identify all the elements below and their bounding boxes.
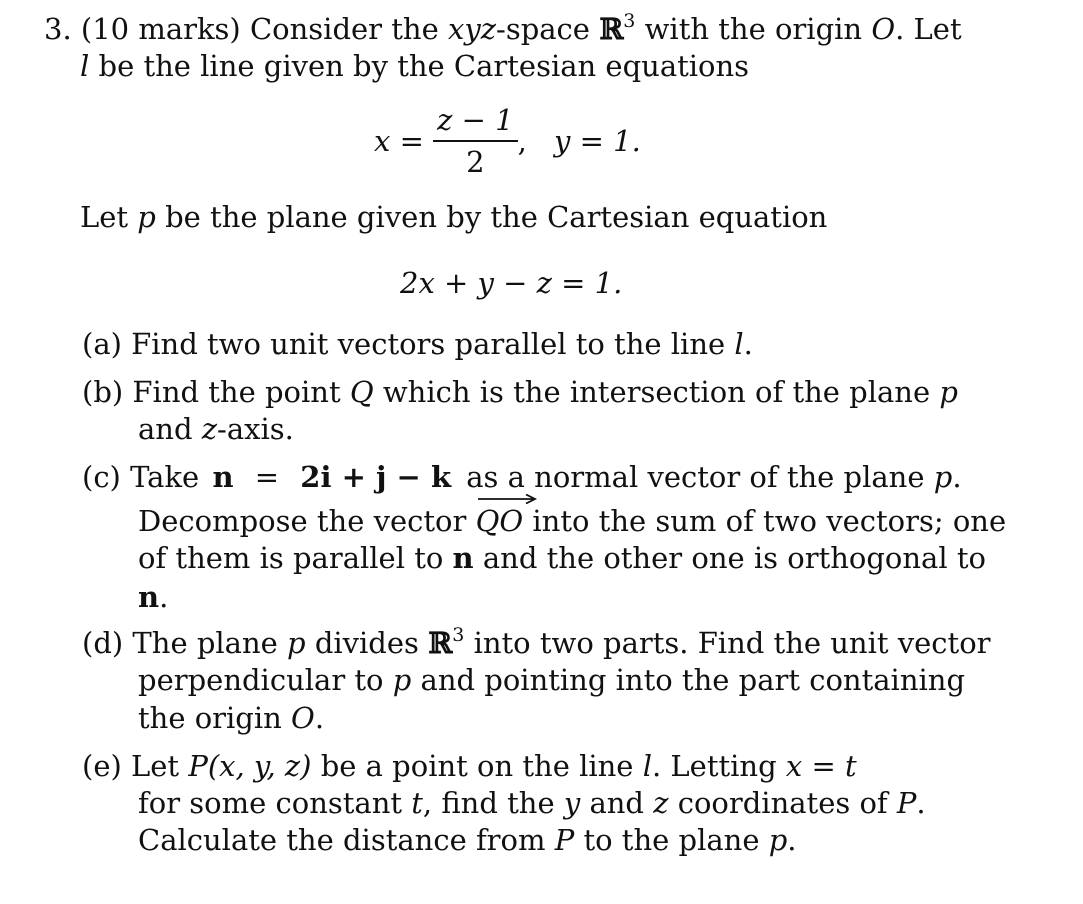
- part-label: (c): [82, 460, 121, 494]
- vector-arrow-icon: [478, 494, 538, 504]
- part-text: Take: [130, 460, 200, 494]
- equation-lhs: x =: [374, 124, 424, 158]
- part-d-line-2: [138, 663, 965, 697]
- part-label: (a): [82, 327, 122, 361]
- part-text: as a normal vector of the plane: [466, 460, 925, 494]
- part-text: coordinates of: [677, 786, 888, 820]
- problem-marks: (10 marks): [80, 12, 241, 46]
- part-e-line-3: [138, 823, 797, 857]
- part-text: into the sum of two vectors; one: [532, 504, 1007, 538]
- intro-text: . Let: [895, 12, 962, 46]
- point-p: P: [554, 823, 575, 857]
- part-text: and pointing into the part containing: [420, 663, 966, 697]
- part-text: into two parts. Find the unit vector: [473, 626, 991, 660]
- normal-vector-value: 2i + j − k: [300, 460, 452, 494]
- punctuation: .: [916, 786, 926, 820]
- part-text: the origin: [138, 701, 282, 735]
- equation-y: y = 1.: [554, 124, 641, 158]
- part-a: [82, 327, 753, 361]
- part-text: to the plane: [583, 823, 760, 857]
- part-e-line-2: [138, 786, 926, 820]
- x-equals-t: x = t: [785, 749, 857, 783]
- part-text: -axis.: [217, 412, 294, 446]
- part-text: Decompose the vector: [138, 504, 467, 538]
- part-text: perpendicular to: [138, 663, 384, 697]
- part-c-line-4: [138, 580, 168, 614]
- part-text: and the other one is orthogonal to: [482, 541, 986, 575]
- plane-symbol: p: [768, 823, 788, 857]
- part-d-line-3: [138, 701, 324, 735]
- part-e: [82, 749, 857, 783]
- part-text: and: [138, 412, 193, 446]
- vector-qo-label: QO: [475, 504, 524, 538]
- part-text: . Letting: [651, 749, 777, 783]
- part-text: divides: [314, 626, 419, 660]
- part-text: for some constant: [138, 786, 403, 820]
- point-q: Q: [349, 375, 374, 409]
- punctuation: .: [743, 327, 753, 361]
- plane-symbol: p: [939, 375, 958, 409]
- part-text: Calculate the distance from: [138, 823, 546, 857]
- equation-comma: ,: [517, 124, 527, 158]
- line-symbol: l: [734, 327, 744, 361]
- plane-symbol: p: [933, 460, 953, 494]
- part-text: Find two unit vectors parallel to the line: [131, 327, 726, 361]
- part-text: Let: [131, 749, 180, 783]
- intro-text: with the origin: [644, 12, 863, 46]
- part-label: (b): [82, 375, 124, 409]
- intro-text: be the line given by the Cartesian equations: [98, 49, 750, 83]
- vector-qo: [476, 504, 524, 538]
- origin-symbol: O: [291, 701, 315, 735]
- normal-vector-n: n: [452, 541, 474, 575]
- fraction-numerator: z − 1: [437, 103, 514, 137]
- part-text: , find the: [422, 786, 555, 820]
- plane-symbol: p: [392, 663, 412, 697]
- problem-header-line: [44, 12, 962, 46]
- part-text: The plane: [132, 626, 278, 660]
- point-p-coordinates: P(x, y, z): [188, 749, 312, 783]
- space-variable: xyz: [447, 12, 497, 46]
- line-symbol: l: [80, 49, 90, 83]
- part-text: which is the intersection of the plane: [382, 375, 931, 409]
- real-space-exponent: 3: [452, 624, 465, 646]
- part-label: (e): [82, 749, 122, 783]
- part-label: (d): [82, 626, 124, 660]
- real-space-symbol: ℝ: [428, 626, 453, 660]
- part-c-line-2: [138, 504, 1006, 538]
- t-symbol: t: [411, 786, 423, 820]
- part-text: of them is parallel to: [138, 541, 444, 575]
- part-d: [82, 626, 991, 660]
- punctuation: .: [787, 823, 797, 857]
- real-space-exponent: 3: [623, 10, 636, 32]
- z-symbol: z: [201, 412, 218, 446]
- point-p: P: [896, 786, 917, 820]
- line-symbol: l: [642, 749, 652, 783]
- line-equation: [374, 103, 641, 180]
- problem-line-2: [80, 49, 749, 83]
- plane-intro-text: Let: [80, 200, 129, 234]
- punctuation: .: [314, 701, 325, 735]
- part-c-line-3: [138, 541, 986, 575]
- problem-number: 3.: [44, 12, 72, 46]
- y-symbol: y: [563, 786, 581, 820]
- part-c: [82, 460, 962, 494]
- plane-symbol: p: [287, 626, 306, 660]
- punctuation: .: [952, 460, 962, 494]
- real-space-symbol: ℝ: [599, 12, 624, 46]
- part-b-line-2: [138, 412, 294, 446]
- plane-equation: 2x + y − z = 1.: [400, 266, 623, 300]
- origin-symbol: O: [871, 12, 896, 46]
- normal-vector-n: n: [212, 460, 234, 494]
- plane-intro: [80, 200, 827, 234]
- fraction: [433, 104, 517, 178]
- part-text: be a point on the line: [320, 749, 634, 783]
- part-text: and: [589, 786, 644, 820]
- z-symbol: z: [653, 786, 669, 820]
- part-b: [82, 375, 958, 409]
- punctuation: .: [159, 580, 169, 614]
- part-text: Find the point: [132, 375, 341, 409]
- normal-vector-n: n: [138, 580, 160, 614]
- plane-intro-text: be the plane given by the Cartesian equation: [165, 200, 828, 234]
- intro-text: Consider the: [249, 12, 439, 46]
- plane-symbol: p: [137, 200, 156, 234]
- fraction-denominator: 2: [466, 145, 485, 179]
- intro-text: -space: [496, 12, 590, 46]
- equals-sign: =: [254, 460, 280, 494]
